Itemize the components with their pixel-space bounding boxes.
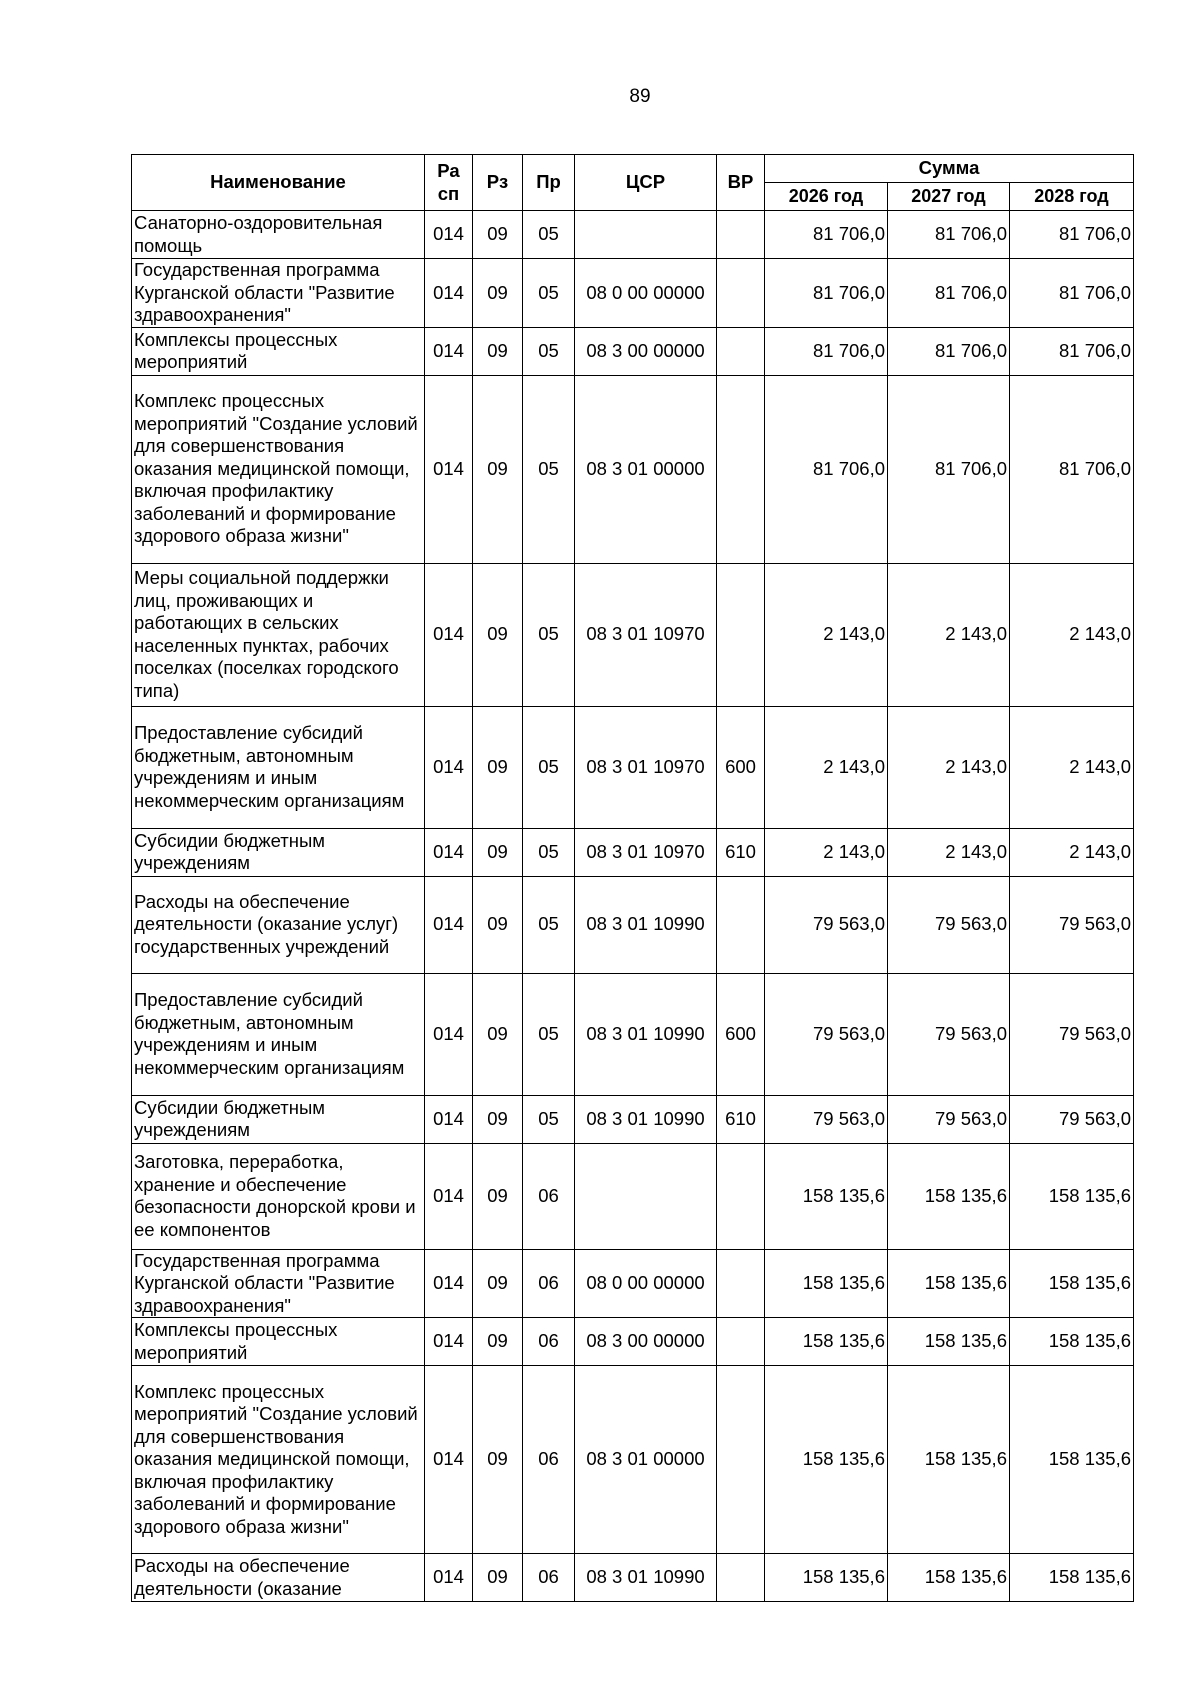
row-sum-2027: 2 143,0 xyxy=(888,706,1010,828)
row-rasp: 014 xyxy=(425,973,473,1095)
row-sum-2028: 2 143,0 xyxy=(1010,706,1134,828)
row-vr xyxy=(717,1554,765,1602)
header-pr: Пр xyxy=(523,155,575,211)
row-sum-2028: 81 706,0 xyxy=(1010,327,1134,375)
row-sum-2028: 158 135,6 xyxy=(1010,1318,1134,1366)
row-name: Комплексы процессных мероприятий xyxy=(132,327,425,375)
row-sum-2028: 158 135,6 xyxy=(1010,1366,1134,1554)
row-pr: 05 xyxy=(523,259,575,328)
row-rasp: 014 xyxy=(425,1554,473,1602)
row-rz: 09 xyxy=(473,1318,523,1366)
row-rasp: 014 xyxy=(425,327,473,375)
row-csr: 08 3 01 10990 xyxy=(575,876,717,973)
row-vr: 600 xyxy=(717,706,765,828)
row-rasp: 014 xyxy=(425,828,473,876)
table-row xyxy=(132,1318,1134,1366)
row-name: Расходы на обеспечение деятельности (оказание услуг) государственных учреждений xyxy=(132,876,425,973)
row-name: Государственная программа Курганской области "Развитие здравоохранения" xyxy=(132,1249,425,1318)
row-rz: 09 xyxy=(473,973,523,1095)
row-sum-2026: 158 135,6 xyxy=(765,1366,888,1554)
row-pr: 06 xyxy=(523,1318,575,1366)
row-rasp: 014 xyxy=(425,259,473,328)
row-rz: 09 xyxy=(473,1249,523,1318)
row-name: Санаторно-оздоровительная помощь xyxy=(132,211,425,259)
row-name: Субсидии бюджетным учреждениям xyxy=(132,828,425,876)
header-vr: ВР xyxy=(717,155,765,211)
row-sum-2028: 158 135,6 xyxy=(1010,1554,1134,1602)
row-pr: 05 xyxy=(523,828,575,876)
row-rz: 09 xyxy=(473,1554,523,1602)
row-sum-2027: 81 706,0 xyxy=(888,211,1010,259)
header-name: Наименование xyxy=(132,155,425,211)
header-csr: ЦСР xyxy=(575,155,717,211)
table-row xyxy=(132,1554,1134,1602)
row-sum-2028: 2 143,0 xyxy=(1010,563,1134,706)
row-csr xyxy=(575,211,717,259)
row-sum-2028: 79 563,0 xyxy=(1010,876,1134,973)
row-rz: 09 xyxy=(473,375,523,563)
row-sum-2028: 79 563,0 xyxy=(1010,973,1134,1095)
row-name: Субсидии бюджетным учреждениям xyxy=(132,1095,425,1143)
row-rz: 09 xyxy=(473,259,523,328)
header-year-2026: 2026 год xyxy=(765,183,888,211)
row-rz: 09 xyxy=(473,876,523,973)
row-pr: 06 xyxy=(523,1143,575,1249)
row-vr xyxy=(717,1318,765,1366)
row-rz: 09 xyxy=(473,1095,523,1143)
row-name: Комплекс процессных мероприятий "Создание условий для совершенствования оказания медицинской помощи, включая профилактику заболеваний и формирование здорового образа жизни" xyxy=(132,375,425,563)
row-pr: 06 xyxy=(523,1249,575,1318)
row-sum-2026: 81 706,0 xyxy=(765,211,888,259)
row-vr: 610 xyxy=(717,828,765,876)
row-pr: 05 xyxy=(523,375,575,563)
header-year-2028: 2028 год xyxy=(1010,183,1134,211)
row-csr: 08 3 01 00000 xyxy=(575,375,717,563)
row-rasp: 014 xyxy=(425,1095,473,1143)
row-csr: 08 3 01 00000 xyxy=(575,1366,717,1554)
row-pr: 05 xyxy=(523,1095,575,1143)
row-csr: 08 3 01 10990 xyxy=(575,1095,717,1143)
row-vr xyxy=(717,327,765,375)
row-vr xyxy=(717,211,765,259)
row-sum-2026: 79 563,0 xyxy=(765,1095,888,1143)
row-csr: 08 0 00 00000 xyxy=(575,1249,717,1318)
row-name: Предоставление субсидий бюджетным, автономным учреждениям и иным некоммерческим организациям xyxy=(132,706,425,828)
row-sum-2027: 81 706,0 xyxy=(888,327,1010,375)
row-sum-2028: 79 563,0 xyxy=(1010,1095,1134,1143)
row-sum-2027: 79 563,0 xyxy=(888,1095,1010,1143)
table-header xyxy=(132,155,1134,211)
row-pr: 05 xyxy=(523,211,575,259)
row-sum-2028: 81 706,0 xyxy=(1010,375,1134,563)
row-sum-2026: 2 143,0 xyxy=(765,563,888,706)
row-vr xyxy=(717,876,765,973)
row-rasp: 014 xyxy=(425,1366,473,1554)
row-sum-2027: 81 706,0 xyxy=(888,259,1010,328)
row-rz: 09 xyxy=(473,1366,523,1554)
row-rz: 09 xyxy=(473,1143,523,1249)
row-sum-2027: 158 135,6 xyxy=(888,1249,1010,1318)
row-csr: 08 0 00 00000 xyxy=(575,259,717,328)
row-sum-2027: 79 563,0 xyxy=(888,876,1010,973)
row-vr: 600 xyxy=(717,973,765,1095)
row-sum-2027: 81 706,0 xyxy=(888,375,1010,563)
row-rasp: 014 xyxy=(425,1143,473,1249)
row-vr xyxy=(717,1366,765,1554)
row-rasp: 014 xyxy=(425,1318,473,1366)
row-csr: 08 3 01 10970 xyxy=(575,563,717,706)
row-pr: 05 xyxy=(523,876,575,973)
table-row xyxy=(132,211,1134,259)
table-row xyxy=(132,259,1134,328)
row-vr xyxy=(717,259,765,328)
row-csr xyxy=(575,1143,717,1249)
row-pr: 05 xyxy=(523,327,575,375)
row-name: Меры социальной поддержки лиц, проживающих и работающих в сельских населенных пунктах, рабочих поселках (поселках городского типа) xyxy=(132,563,425,706)
table-body xyxy=(132,211,1134,1602)
row-rz: 09 xyxy=(473,211,523,259)
row-vr xyxy=(717,1143,765,1249)
row-csr: 08 3 00 00000 xyxy=(575,1318,717,1366)
row-sum-2026: 81 706,0 xyxy=(765,259,888,328)
row-sum-2026: 81 706,0 xyxy=(765,327,888,375)
row-rasp: 014 xyxy=(425,375,473,563)
row-name: Заготовка, переработка, хранение и обеспечение безопасности донорской крови и ее компонентов xyxy=(132,1143,425,1249)
row-name: Комплексы процессных мероприятий xyxy=(132,1318,425,1366)
table-row xyxy=(132,1366,1134,1554)
row-rasp: 014 xyxy=(425,876,473,973)
table-row xyxy=(132,327,1134,375)
row-rz: 09 xyxy=(473,563,523,706)
row-sum-2028: 2 143,0 xyxy=(1010,828,1134,876)
row-sum-2026: 2 143,0 xyxy=(765,706,888,828)
table-row xyxy=(132,706,1134,828)
row-sum-2026: 158 135,6 xyxy=(765,1143,888,1249)
row-sum-2027: 79 563,0 xyxy=(888,973,1010,1095)
row-pr: 06 xyxy=(523,1366,575,1554)
row-sum-2026: 79 563,0 xyxy=(765,973,888,1095)
row-name: Предоставление субсидий бюджетным, автономным учреждениям и иным некоммерческим организациям xyxy=(132,973,425,1095)
row-pr: 05 xyxy=(523,973,575,1095)
row-rz: 09 xyxy=(473,327,523,375)
header-sum: Сумма xyxy=(765,155,1134,183)
row-csr: 08 3 00 00000 xyxy=(575,327,717,375)
row-csr: 08 3 01 10970 xyxy=(575,706,717,828)
row-rasp: 014 xyxy=(425,211,473,259)
table-row xyxy=(132,876,1134,973)
row-sum-2027: 158 135,6 xyxy=(888,1554,1010,1602)
header-year-2027: 2027 год xyxy=(888,183,1010,211)
row-sum-2028: 81 706,0 xyxy=(1010,211,1134,259)
row-sum-2027: 158 135,6 xyxy=(888,1318,1010,1366)
row-csr: 08 3 01 10990 xyxy=(575,973,717,1095)
row-rasp: 014 xyxy=(425,1249,473,1318)
row-name: Государственная программа Курганской области "Развитие здравоохранения" xyxy=(132,259,425,328)
table-row xyxy=(132,375,1134,563)
row-sum-2027: 2 143,0 xyxy=(888,563,1010,706)
row-rz: 09 xyxy=(473,706,523,828)
row-sum-2026: 79 563,0 xyxy=(765,876,888,973)
row-pr: 05 xyxy=(523,706,575,828)
row-pr: 05 xyxy=(523,563,575,706)
row-sum-2028: 158 135,6 xyxy=(1010,1249,1134,1318)
row-rasp: 014 xyxy=(425,706,473,828)
row-pr: 06 xyxy=(523,1554,575,1602)
row-sum-2027: 158 135,6 xyxy=(888,1143,1010,1249)
row-name: Комплекс процессных мероприятий "Создание условий для совершенствования оказания медицинской помощи, включая профилактику заболеваний и формирование здорового образа жизни" xyxy=(132,1366,425,1554)
header-rz: Рз xyxy=(473,155,523,211)
row-vr: 610 xyxy=(717,1095,765,1143)
row-sum-2026: 158 135,6 xyxy=(765,1318,888,1366)
row-sum-2027: 158 135,6 xyxy=(888,1366,1010,1554)
row-sum-2026: 81 706,0 xyxy=(765,375,888,563)
row-name: Расходы на обеспечение деятельности (оказание xyxy=(132,1554,425,1602)
row-rz: 09 xyxy=(473,828,523,876)
row-sum-2026: 158 135,6 xyxy=(765,1249,888,1318)
budget-table xyxy=(131,154,1134,1602)
row-rasp: 014 xyxy=(425,563,473,706)
table-row xyxy=(132,973,1134,1095)
row-sum-2027: 2 143,0 xyxy=(888,828,1010,876)
table-row xyxy=(132,1249,1134,1318)
row-csr: 08 3 01 10990 xyxy=(575,1554,717,1602)
row-sum-2026: 158 135,6 xyxy=(765,1554,888,1602)
table-row xyxy=(132,828,1134,876)
row-sum-2028: 158 135,6 xyxy=(1010,1143,1134,1249)
page-number: 89 xyxy=(629,86,651,107)
table-row xyxy=(132,1143,1134,1249)
table-row xyxy=(132,563,1134,706)
row-vr xyxy=(717,375,765,563)
table-row xyxy=(132,1095,1134,1143)
row-sum-2028: 81 706,0 xyxy=(1010,259,1134,328)
row-vr xyxy=(717,1249,765,1318)
header-rasp: Ра сп xyxy=(425,155,473,211)
row-csr: 08 3 01 10970 xyxy=(575,828,717,876)
row-sum-2026: 2 143,0 xyxy=(765,828,888,876)
row-vr xyxy=(717,563,765,706)
